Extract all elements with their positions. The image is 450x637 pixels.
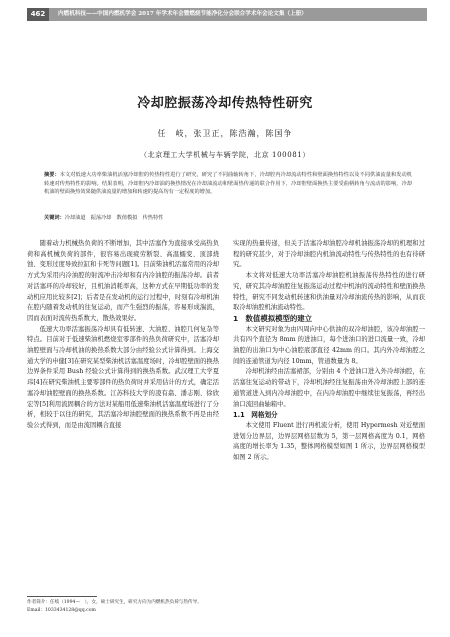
body-paragraph: 低速大功率活塞振荡冷却具有低转速、大油腔、油腔几何复杂等特点。目前对于低速柴油机燃烧室零部件的热负荷研究中，活塞冷却油腔壁面与冷却机油的换热系数大部分由经验公式计算得到。上海交通大学的申健[3]在研究某型柴油机活塞温度场时，冷却腔壁面的换热边界条件采用 Bush 经验公式计算得到的换热系数。武汉理工大学夏玮[4]在研究柴油机主要零部件的热负荷时并采用估计的方式，确定活塞冷却油腔壁面的换热系数。江苏科技大学的凌有翕、潘志刚、徐欣宏等[5]利用流固耦合的方法对某船用低速柴油机活塞温度场进行了分析，相较于以往的研究，其活塞冷却油腔壁面的换热系数不再是由经验公式得到，而是由流固耦合直接 (27, 325, 219, 429)
abstract (44, 171, 412, 197)
right-column (233, 239, 425, 464)
body-paragraph: 本文研究对象为由四周向中心供油的双冷却油腔，该冷却油腔一共有四个直径为 8mm 的进油口，每个进油口的进口流量一致，冷却油腔的出油口为中心油腔底部直径 42mm 的口。其内外冷却油腔之间的连通管道为内径 10mm，管道数量为 8。 (233, 325, 425, 365)
left-column (27, 239, 219, 432)
paper-title: 冷却腔振荡冷却传热特性研究 (137, 96, 313, 111)
abstract-text: 本文对低速大功率柴油机活塞冷却腔的传热特性进行了研究，研究了不同曲轴转角下，冷却腔内冷却流动特性和壁面换热特性以及不同供油流量和发动机转速对传热特性的影响。结果表明，冷却腔内冷却油的换热情况在冷却油流动和壁面热传递的联合作用下，冷却腔壁面换热主要受曲柄转角与流动的影响，冷却机油的壁面换热效果随供油流量的增加和转速的提高均有一定程度的增加。 (44, 172, 412, 196)
footnote-email: Email：1033434128@qq.com (27, 608, 96, 613)
section-heading: 1 数值模拟模型的建立 (233, 313, 313, 323)
body-paragraph: 本文使用 Fluent 进行再机流分析，使用 Hypermesh 对近壁面进划分边界层，边界层网格层数为 5，第一层网格高度为 0.1，网格高度的增长率为 1.35，整体网格模型如图 1 所示，边界层网格模型如图 2 所示。 (233, 421, 425, 462)
body-paragraph: 本文将对低速大功率活塞冷却油腔机油振荡传热特性的进行研究，研究其冷却油腔往复振荡运动过程中机油的流动特性和壁面换热特性，研究不同发动机转速和供油量对冷却油流传热的影响，从而获取冷却油腔机油流动特性。 (233, 272, 425, 312)
body-paragraph: 实现的热量传递，但关于活塞冷却油腔冷却机油振荡冷却的机理和过程的研究甚少，对于冷却油腔内机油流动特性与传热特性的也有待研究。 (233, 240, 425, 269)
paper-affiliation: （北京理工大学机械与车辆学院，北京 100081） (140, 151, 310, 159)
paper-authors: 任 岐，张卫正，陈浩瀚，陈国争 (157, 129, 293, 138)
keywords-text: 冷却油道 振荡冷却 数值模拟 传热特性 (64, 215, 164, 221)
keywords-label: 关键词： (44, 215, 65, 221)
author-footnote (27, 599, 227, 615)
body-paragraph: 随着动力机械热负荷的不断增加，其中活塞作为直接承受高热负荷和高机械负荷的部件，很容易出现疲劳断裂、高温蠕变、顶部烧蚀、变形过度导致拉缸和卡死等问题[1]。目前柴油机活塞常用的冷却方式为采用内冷油腔的射流冲击冷却和有内冷油腔的振荡冷却。前者对活塞环的冷却较好，且机油消耗率高，这种方式在早期低功率的发动机应用比较多[2]；后者是在发动机的运行过程中，时刻有冷却机油在腔内随着发动机的往复运动，而产生强烈的振荡，容易形成湍流，因而表面对流传热系数大，散热效果好。 (27, 240, 219, 322)
footnote-bio: 作者简介：任岐（1994— ），女，硕士研究生，研究方向为内燃机热负荷与热传导。 (27, 600, 202, 605)
subsection-heading: 1.1 网格划分 (233, 411, 278, 420)
page-number: 462 (27, 8, 49, 21)
abstract-label: 摘要： (44, 172, 60, 178)
keywords (44, 214, 412, 223)
footnote-rule (27, 596, 97, 597)
running-head: 内燃机科技——中国内燃机学会 2017 年学术年会暨燃烧节能净化分会联合学术年会论文集（上册） (58, 11, 307, 17)
body-paragraph: 冷却机油经由活塞裙部，分别由 4 个进油口进入外冷却油腔，在活塞往复运动的带动下，冷却机油经往复振荡由外冷却油腔上部的连通管道进入到内冷却油腔中，在内冷却油腔中继续往复振荡，再经出油口流回曲轴箱中。 (233, 368, 425, 408)
